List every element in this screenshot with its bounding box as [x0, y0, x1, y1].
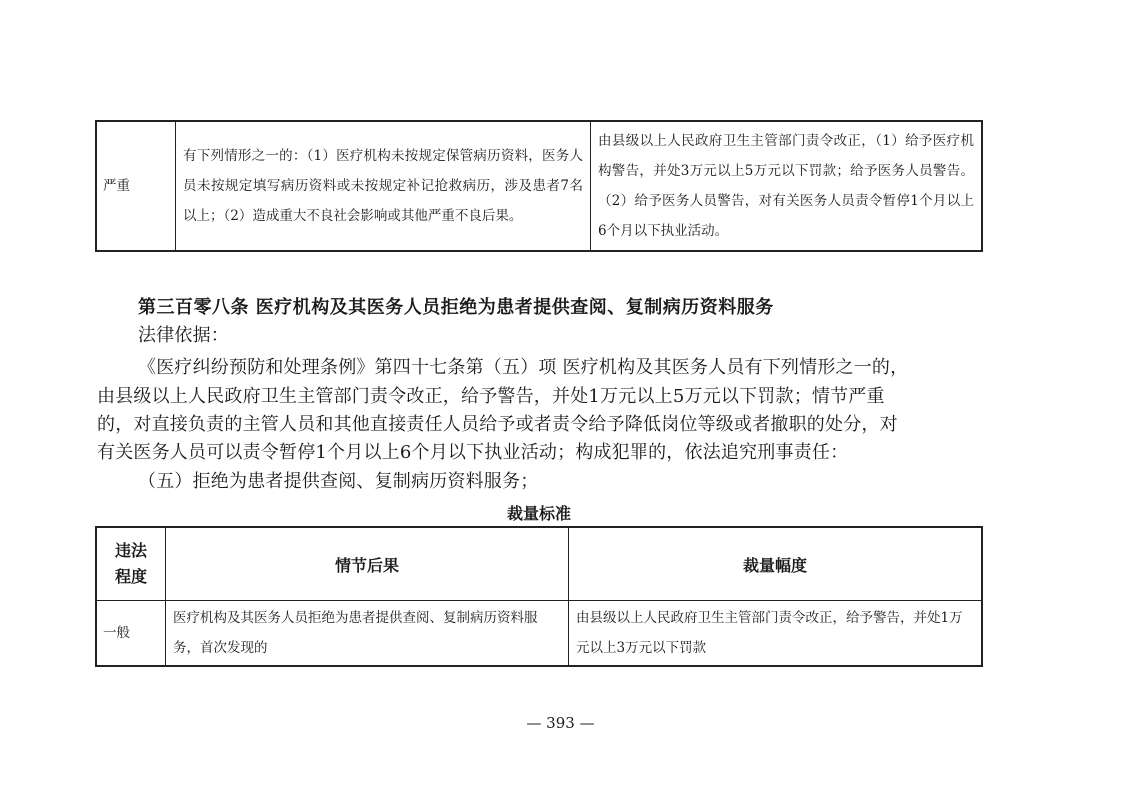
- circumstance-cell: 医疗机构及其医务人员拒绝为患者提供查阅、复制病历资料服务，首次发现的: [166, 601, 569, 667]
- penalty-range-cell: 由县级以上人民政府卫生主管部门责令改正，给予警告，并处1万元以上3万元以下罚款: [569, 601, 983, 667]
- legal-basis-label: 法律依据：: [138, 325, 229, 346]
- header-violation-degree: [96, 527, 166, 601]
- violation-degree-cell: 严重: [96, 121, 176, 251]
- table-row: [96, 121, 982, 251]
- page-number: — 393 —: [526, 714, 595, 732]
- header-circumstance: 情节后果: [166, 527, 569, 601]
- legal-basis-line: 《医疗纠纷预防和处理条例》第四十七条第（五）项 医疗机构及其医务人员有下列情形之一的，: [138, 357, 909, 378]
- article-title: 第三百零八条 医疗机构及其医务人员拒绝为患者提供查阅、复制病历资料服务: [138, 297, 774, 318]
- header-degree-line2: 程度: [114, 567, 147, 586]
- header-penalty-range: 裁量幅度: [569, 527, 983, 601]
- legal-basis-item: （五）拒绝为患者提供查阅、复制病历资料服务；: [138, 471, 539, 492]
- table-header-row: [96, 527, 982, 601]
- legal-basis-line: 有关医务人员可以责令暂停1个月以上6个月以下执业活动；构成犯罪的，依法追究刑事责任：: [97, 442, 849, 463]
- legal-basis-line: 由县级以上人民政府卫生主管部门责令改正，给予警告，并处1万元以上5万元以下罚款；情节严重: [97, 386, 885, 407]
- penalty-range-cell: 由县级以上人民政府卫生主管部门责令改正，（1）给予医疗机构警告，并处3万元以上5万元以下罚款；给予医务人员警告。（2）给予医务人员警告，对有关医务人员责令暂停1个月以上6个月以下执业活动。: [591, 121, 983, 251]
- discretion-standard-table: [95, 526, 983, 667]
- header-degree-line1: 违法: [114, 541, 147, 560]
- penalty-table-continued: [95, 120, 983, 252]
- violation-degree-cell: 一般: [96, 601, 166, 667]
- circumstance-cell: 有下列情形之一的：（1）医疗机构未按规定保管病历资料，医务人员未按规定填写病历资料或未按规定补记抢救病历，涉及患者7名以上；（2）造成重大不良社会影响或其他严重不良后果。: [176, 121, 591, 251]
- table-caption: 裁量标准: [506, 504, 571, 523]
- legal-basis-line: 的，对直接负责的主管人员和其他直接责任人员给予或者责令给予降低岗位等级或者撤职的处分，对: [97, 414, 898, 435]
- table-row: [96, 601, 982, 667]
